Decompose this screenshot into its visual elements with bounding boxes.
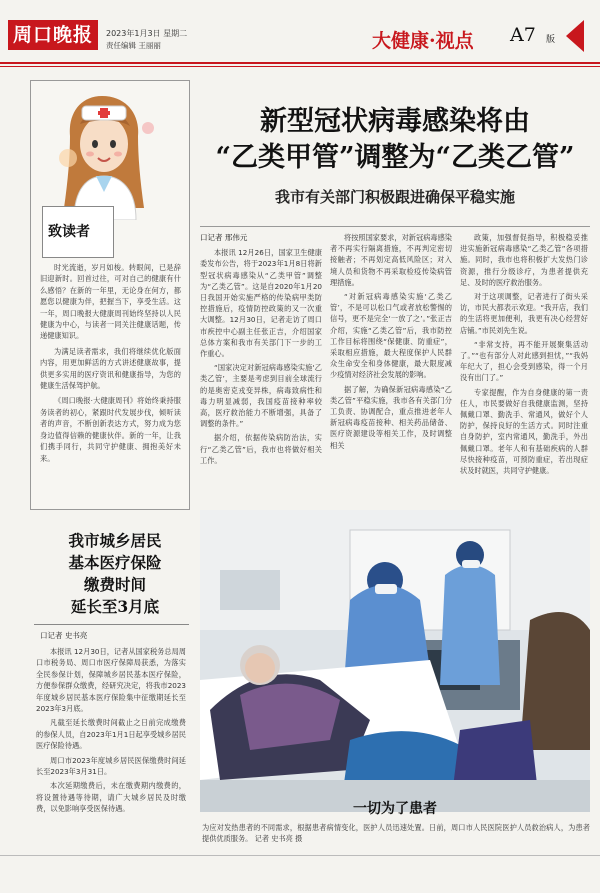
side-headline-line: 延长至3月底: [70, 597, 160, 616]
main-article-paragraph: 将按照国家要求，对新冠病毒感染者不再实行隔离措施，不再判定密切接触者；不再划定高低风险区；对入境人员和货物不再采取检疫传染病管理措施。: [330, 233, 452, 287]
main-article-paragraph: 据介绍，依据传染病防治法，实行“乙类乙管”后，我市也将做好相关工作。: [200, 433, 322, 465]
page-suffix: 版: [546, 35, 556, 45]
side-article-divider: [34, 624, 189, 625]
photo-caption-text: 为应对发热患者的不同需求，根据患者病情变化，医护人员迅速处置。日前，周口市人民医院医护人员救治病人，为患者提供优质服务。: [202, 823, 590, 843]
page-number: A7: [510, 24, 536, 46]
side-article-body: [36, 646, 186, 818]
photo-caption: [202, 822, 590, 844]
main-article-paragraph: “对新冠病毒感染实施‘乙类乙管’，不是可以松口气或者放松警惕的信号，更不是完全‘一放了之’。”张正吉介绍，实施“乙类乙管”后，我市防控工作目标将围绕“保健康、防重症”，采取相应措施，最大程度保护人民群众生命安全和身体健康，最大限度减少疫情对经济社会发展的影响。: [330, 292, 452, 380]
main-article-paragraph: “国家决定对新冠病毒感染实施‘乙类乙管’，主要是考虑到目前全球流行的是奥密克戎变异株，病毒致病性和毒力明显减弱，我国疫苗接种率较高，医疗救治能力不断增强，具备了调整的条件。”: [200, 363, 322, 429]
header-rule-thin: [0, 66, 600, 67]
side-headline-line: 基本医疗保险: [68, 553, 162, 572]
to-readers-paragraph: 《周口晚报·大健康周刊》将始终秉持服务读者的初心，紧跟时代发展步伐，倾听读者的声音，不断创新表达方式，努力成为您身边值得信赖的健康伙伴。新的一年，让我们携手同行，共同守护健康、拥抱美好未来。: [40, 396, 181, 463]
to-readers-title: 致读者: [48, 224, 90, 240]
side-article-paragraph: 本报讯 12月30日，记者从国家税务总局周口市税务局、周口市医疗保障局获悉，为落实全民参保计划，保障城乡居民基本医疗保险，方便参保群众缴费，经研究决定，将我市2023年度城乡居民基本医疗保险集中征缴期延长至2023年3月底。: [36, 647, 186, 714]
to-readers-body: [40, 262, 181, 468]
main-article-paragraph: “非常支持，再不能开展聚集活动了。”“也有部分人对此感到担忧，”“我妈年纪大了，担心会受到感染，得一个月没有出门了。”: [460, 339, 588, 383]
newspaper-logo: 周口晚报: [8, 20, 98, 50]
side-article-headline: [40, 530, 190, 618]
hospital-ward-photo: [200, 510, 590, 812]
main-article-paragraph: 本报讯 12月26日，国家卫生健康委发布公告，将于2023年1月8日将新型冠状病毒感染从“乙类甲管”调整为“乙类乙管”。这是自2020年1月20日我国开始实施严格的传染病甲类防控措施后，疫情防控政策的又一次重大调整。12月30日，记者走访了周口市疾控中心副主任张正吉，介绍国家总体方案和我市有关部门下一步的工作重心。: [200, 248, 322, 359]
responsible-editor: 责任编辑 王丽丽: [106, 41, 161, 50]
side-headline-line: 我市城乡居民: [68, 531, 162, 550]
main-article-column-1: [200, 232, 322, 469]
main-article-paragraph: 对于这项调整，记者进行了街头采访，市民大都表示欢迎。“我开店，我们的生活将更加便利，我更有决心经营好店铺。”市民刘先生说。: [460, 292, 588, 335]
side-article-paragraph: 本次延期缴费后，未在缴费期内缴费的，将设置待遇等待期，请广大城乡居民及时缴费，以免影响享受医保待遇。: [36, 781, 186, 814]
main-article-paragraph: 政策，加强督促指导，积极稳妥推进实施新冠病毒感染“乙类乙管”各项措施。同时，我市也将积极扩大发热门诊资源，推行分级诊疗，为患者提供充足、及时的医疗救治服务。: [460, 233, 588, 287]
to-readers-paragraph: 为满足读者需求，我们将继续优化版面内容，用更加鲜活的方式讲述健康故事，提供更多实用的医疗资讯和健康指导，为您的健康生活保驾护航。: [40, 346, 181, 391]
side-article-paragraph: 凡截至延长缴费时间截止之日前完成缴费的参保人员，自2023年1月1日起享受城乡居民医疗保险待遇。: [36, 718, 186, 751]
main-article-column-2: [330, 232, 452, 454]
main-headline-line1: 新型冠状病毒感染将由: [260, 106, 530, 137]
page-tab-marker: [566, 20, 584, 52]
nurse-illustration: [40, 88, 170, 220]
photo-credit: 记者 史书亮 摄: [254, 834, 303, 843]
header-rule: [0, 62, 600, 64]
main-article-byline: 口记者 邢伟元: [200, 233, 248, 242]
main-headline-divider: [200, 226, 590, 227]
main-article-paragraph: 据了解，为确保新冠病毒感染“乙类乙管”平稳实施，我市各有关部门分工负责、协调配合，重点推进老年人新冠病毒疫苗接种、相关药品储备、医疗资源建设等相关工作，及时调整相关: [330, 384, 452, 450]
section-title: 大健康·视点: [372, 30, 474, 52]
main-article-paragraph: 专家提醒，作为自身健康的第一责任人，市民要做好自我健康监测，坚持佩戴口罩、勤洗手、常通风，做好个人防护，保持良好的生活方式。同时注重自身防护，室内常通风，勤洗手，外出佩戴口罩。老年人和有基础疾病的人群尽快接种疫苗，可预防重症，若出现症状及时就医，共同守护健康。: [460, 387, 588, 476]
main-article-column-3: [460, 232, 588, 479]
side-article-byline: 口记者 史书亮: [40, 631, 88, 640]
side-headline-line: 缴费时间: [83, 575, 146, 594]
side-article-paragraph: 周口市2023年度城乡居民医保缴费时间延长至2023年3月31日。: [36, 755, 186, 777]
footer-rule: [0, 855, 600, 856]
main-subheadline: 我市有关部门积极跟进确保平稳实施: [274, 188, 515, 206]
photo-caption-title: 一切为了患者: [353, 801, 437, 817]
to-readers-paragraph: 时光流逝，岁月如梭。转眼间，已是辞旧迎新时。回首过往，可对自己的健康有什么感悟？在新的一年里，无论身在何方，都愿您以健康为伴，把握当下，享受生活。这一年，周口晚报大健康周刊始终坚持以人民健康为中心，与读者一同关注健康话题，传递健康知识。: [40, 263, 181, 341]
main-headline-line2: “乙类甲管”调整为“乙类乙管”: [215, 142, 575, 173]
issue-date: 2023年1月3日 星期二: [106, 29, 188, 38]
